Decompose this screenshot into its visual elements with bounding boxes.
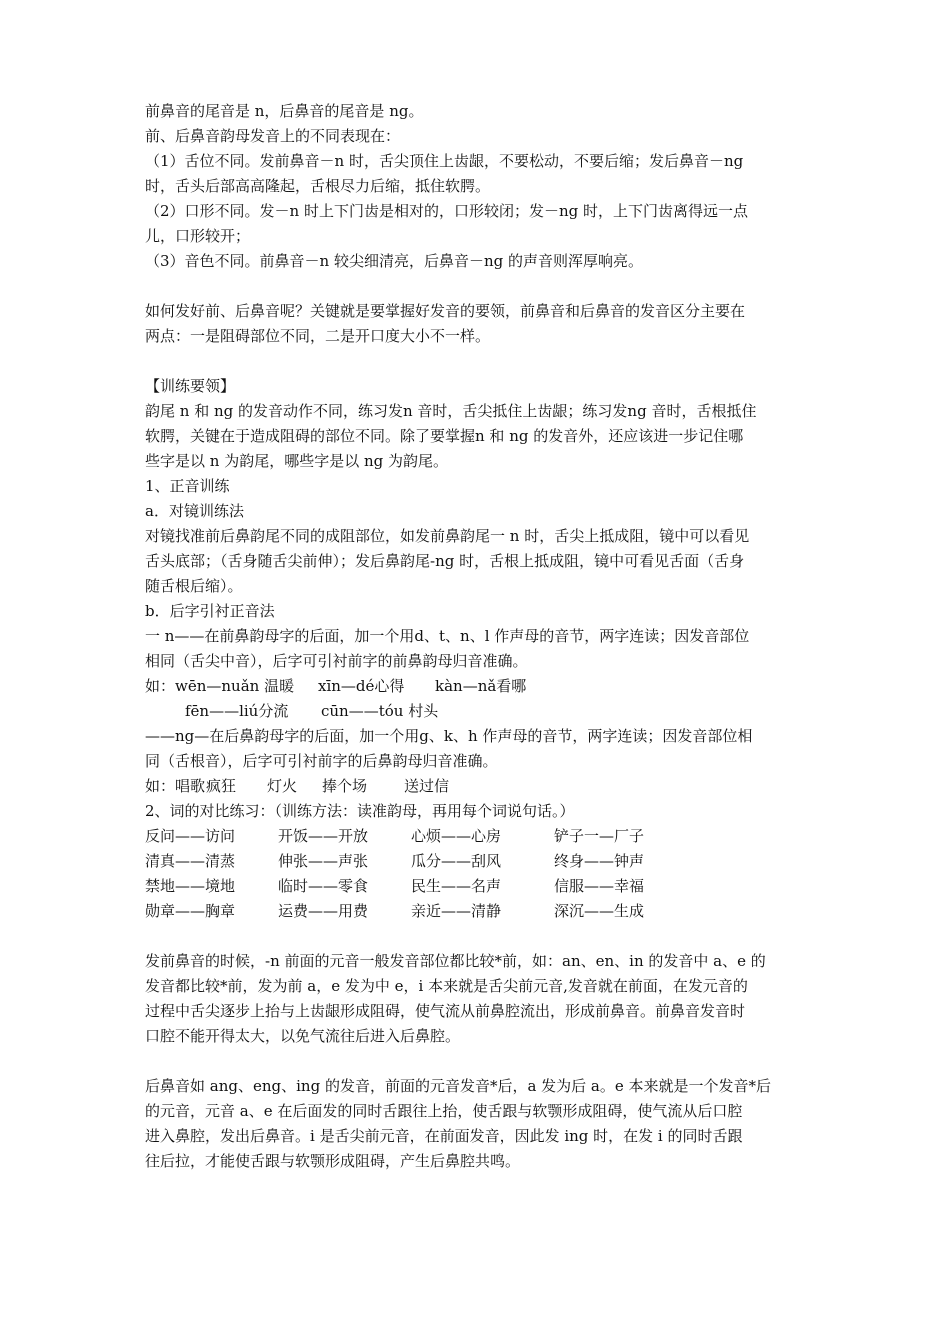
word-pair: 清真——清蒸: [145, 852, 236, 870]
paragraph-line: （3）音色不同。前鼻音－n 较尖细清亮，后鼻音－ng 的声音则浑厚响亮。: [145, 252, 644, 270]
blank-line: [145, 274, 815, 299]
example-word: 捧个场: [322, 777, 368, 795]
paragraph-line: 时，舌头后部高高隆起，舌根尽力后缩，抵住软腭。: [145, 177, 491, 195]
example-row-ng: [145, 774, 815, 799]
subheading: a．对镜训练法: [145, 502, 244, 520]
word-pair: 亲近——清静: [411, 902, 502, 920]
paragraph-line: 发前鼻音的时候，-n 前面的元音一般发音部位都比较*前，如：an、en、in 的发音中 a、e 的: [145, 952, 766, 970]
document-body: [145, 99, 815, 1174]
paragraph-line: 口腔不能开得太大，以免气流往后进入后鼻腔。: [145, 1027, 461, 1045]
paragraph-line: 软腭，关键在于造成阻碍的部位不同。除了要掌握n 和 ng 的发音外，还应该进一步记住哪: [145, 427, 744, 445]
paragraph-line: （1）舌位不同。发前鼻音－n 时，舌尖顶住上齿龈，不要松动，不要后缩；发后鼻音－ng: [145, 152, 744, 170]
paragraph-line: 前、后鼻音韵母发音上的不同表现在：: [145, 127, 401, 145]
word-pair-row: [145, 824, 815, 849]
word-pair: 心烦——心房: [411, 827, 502, 845]
paragraph-line: 前鼻音的尾音是 n，后鼻音的尾音是 ng。: [145, 102, 424, 120]
example-prefix: 如：: [145, 777, 176, 795]
blank-line: [145, 924, 815, 949]
word-pair: 反问——访问: [145, 827, 236, 845]
paragraph-line: 往后拉，才能使舌跟与软颚形成阻碍，产生后鼻腔共鸣。: [145, 1152, 521, 1170]
example-item: [145, 674, 318, 699]
example-row-n-1: [145, 674, 815, 699]
word-pair-row: [145, 849, 815, 874]
example-word: xīn—dé心得: [318, 677, 405, 695]
paragraph-line: 进入鼻腔，发出后鼻音。i 是舌尖前元音，在前面发音，因此发 ing 时，在发 i 的同时舌跟: [145, 1127, 743, 1145]
example-word: fēn——liú分流: [185, 702, 289, 720]
word-pair-row: [145, 874, 815, 899]
word-pair: 铲子一—厂子: [554, 827, 645, 845]
word-pair: 运费——用费: [278, 902, 369, 920]
example-word: 送过信: [404, 777, 450, 795]
word-pair: 临时——零食: [278, 877, 369, 895]
section-heading: 【训练要领】: [145, 377, 236, 395]
blank-line: [145, 349, 815, 374]
paragraph-line: 对镜找准前后鼻韵尾不同的成阻部位，如发前鼻韵尾一 n 时，舌尖上抵成阻，镜中可以看见: [145, 527, 750, 545]
paragraph-line: 过程中舌尖逐步上抬与上齿龈形成阻碍，使气流从前鼻腔流出，形成前鼻音。前鼻音发音时: [145, 1002, 746, 1020]
blank-line: [145, 1049, 815, 1074]
paragraph-line: 的元音，元音 a、e 在后面发的同时舌跟往上抬，使舌跟与软颚形成阻碍，使气流从后口腔: [145, 1102, 743, 1120]
subheading: 1、正音训练: [145, 477, 230, 495]
word-pair: 伸张——声张: [278, 852, 369, 870]
example-word: kàn—nǎ看哪: [435, 677, 527, 695]
subheading: 2、词的对比练习：（训练方法：读准韵母，再用每个词说句话。）: [145, 802, 575, 820]
example-word: 唱歌: [175, 777, 206, 795]
paragraph-line: 后鼻音如 ang、eng、ing 的发音，前面的元音发音*后，a 发为后 a。e 本来就是一个发音*后: [145, 1077, 772, 1095]
word-pair: 深沉——生成: [554, 902, 645, 920]
example-word: wēn—nuǎn 温暖: [175, 677, 295, 695]
example-word: cūn——tóu 村头: [321, 702, 439, 720]
word-pair: 瓜分——刮风: [411, 852, 502, 870]
word-pair: 终身——钟声: [554, 852, 645, 870]
paragraph-line: 相同（舌尖中音），后字可引衬前字的前鼻韵母归音准确。: [145, 652, 528, 670]
subheading: b．后字引衬正音法: [145, 602, 275, 620]
paragraph-line: （2）口形不同。发－n 时上下门齿是相对的，口形较闭；发－ng 时，上下门齿离得远一点: [145, 202, 749, 220]
paragraph-line: 发音都比较*前，发为前 a，e 发为中 e，i 本来就是舌尖前元音,发音就在前面，在发元音的: [145, 977, 748, 995]
example-prefix: 如：: [145, 677, 176, 695]
paragraph-line: 两点：一是阻碍部位不同，二是开口度大小不一样。: [145, 327, 491, 345]
paragraph-line: 舌头底部；（舌身随舌尖前伸）；发后鼻韵尾-ng 时，舌根上抵成阻，镜中可看见舌面（舌身: [145, 552, 745, 570]
paragraph-line: 些字是以 n 为韵尾，哪些字是以 ng 为韵尾。: [145, 452, 448, 470]
paragraph-line: 如何发好前、后鼻音呢？关键就是要掌握好发音的要领，前鼻音和后鼻音的发音区分主要在: [145, 302, 746, 320]
paragraph-line: 随舌根后缩）。: [145, 577, 243, 595]
paragraph-line: 儿，口形较开；: [145, 227, 251, 245]
paragraph-line: 韵尾 n 和 ng 的发音动作不同，练习发n 音时，舌尖抵住上齿龈；练习发ng 音时，舌根抵住: [145, 402, 757, 420]
example-word: 疯狂: [206, 777, 237, 795]
example-row-n-2: [145, 699, 815, 724]
example-item: [145, 774, 206, 799]
paragraph-line: 一 n——在前鼻韵母字的后面，加一个用d、t、n、l 作声母的音节，两字连读；因发音部位: [145, 627, 750, 645]
word-pair: 禁地——境地: [145, 877, 236, 895]
word-pair: 开饭——开放: [278, 827, 369, 845]
paragraph-line: ——ng—在后鼻韵母字的后面，加一个用g、k、h 作声母的音节，两字连读；因发音部位相: [145, 727, 753, 745]
word-pair: 民生——名声: [411, 877, 502, 895]
word-pair-row: [145, 899, 815, 924]
word-pair: 信服——幸福: [554, 877, 645, 895]
paragraph-line: 同（舌根音），后字可引衬前字的后鼻韵母归音准确。: [145, 752, 498, 770]
example-word: 灯火: [267, 777, 298, 795]
word-pair: 勋章——胸章: [145, 902, 236, 920]
